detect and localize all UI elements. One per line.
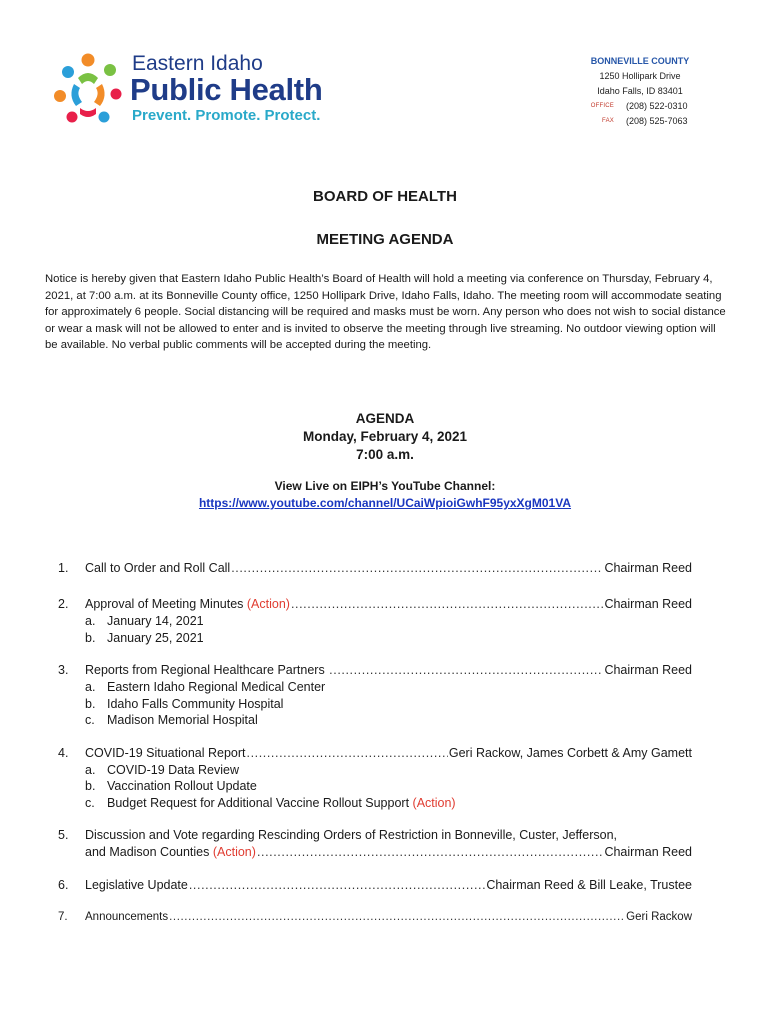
dot-leader xyxy=(231,560,603,577)
item-text: Discussion and Vote regarding Rescinding Orders of Restriction in Bonneville, Custer, Jefferson, xyxy=(85,828,617,842)
item-presenter: Chairman Reed xyxy=(604,597,692,611)
item-number: 6. xyxy=(58,878,69,892)
item-presenter: Chairman Reed & Bill Leake, Trustee xyxy=(486,878,692,892)
agenda-heading: AGENDA xyxy=(355,411,415,426)
agenda-items xyxy=(58,560,692,926)
office-label: OFFICE xyxy=(590,103,614,109)
item-number: 3. xyxy=(58,663,69,677)
item-presenter: Geri Rackow, James Corbett & Amy Gamett xyxy=(448,745,692,760)
agenda-item xyxy=(58,596,692,646)
item-text: Call to Order and Roll Call xyxy=(85,561,231,575)
sub-item xyxy=(58,630,692,647)
agenda-item xyxy=(58,877,692,894)
sub-text: Eastern Idaho Regional Medical Center xyxy=(107,680,326,694)
sub-letter: a. xyxy=(85,680,96,694)
county-name: BONNEVILLE COUNTY xyxy=(590,56,690,66)
item-text: Approval of Meeting Minutes xyxy=(85,597,247,611)
dot-leader xyxy=(257,844,604,861)
item-number: 2. xyxy=(58,597,69,611)
dot-leader xyxy=(291,596,603,613)
office-phone: (208) 522-0310 xyxy=(626,101,688,111)
item-text: COVID-19 Situational Report xyxy=(85,745,246,760)
dot-leader xyxy=(247,745,448,762)
action-tag: (Action) xyxy=(212,845,256,859)
office-phone-row xyxy=(560,99,710,114)
agenda-time: 7:00 a.m. xyxy=(356,447,414,462)
item-text-continued: and Madison Counties xyxy=(85,845,213,859)
sub-letter: a. xyxy=(85,762,96,777)
sub-item xyxy=(58,778,692,795)
sub-text: Idaho Falls Community Hospital xyxy=(107,696,284,711)
sub-text: Madison Memorial Hospital xyxy=(107,713,258,727)
agenda-header xyxy=(0,410,770,464)
sub-letter: b. xyxy=(85,779,96,793)
item-presenter: Geri Rackow xyxy=(626,911,692,923)
meeting-notice: Notice is hereby given that Eastern Idaho Public Health’s Board of Health will hold a meeting via conference on Thursday, February 4, 2021, at 7:00 a.m. at its Bonneville County office, 1250 Hollipark Drive, Idaho Falls, Idaho. The meeting room will accommodate seating for approximately 6 people. Social distancing will be required and masks must be worn. Any person who does not wish to social distance or wear a mask will not be allowed to enter and is invited to observe the meeting through live streaming. No outdoor viewing option will be available. No verbal public comments will be accepted during the meeting. xyxy=(45,273,726,352)
item-number: 5. xyxy=(58,828,69,842)
sub-text: COVID-19 Data Review xyxy=(107,762,239,777)
logo-text-eastern-idaho: Eastern Idaho xyxy=(132,52,263,75)
eiph-logo xyxy=(52,48,362,128)
fax-row xyxy=(560,114,710,129)
dot-leader xyxy=(189,877,485,894)
item-text: Reports from Regional Healthcare Partners xyxy=(85,663,329,677)
sub-letter: b. xyxy=(85,630,96,645)
street-address: 1250 Hollipark Drive xyxy=(599,71,681,81)
agenda-item xyxy=(58,909,692,926)
sub-text: January 14, 2021 xyxy=(107,614,204,628)
sub-item xyxy=(58,696,692,713)
sub-item xyxy=(58,712,692,729)
item-presenter: Chairman Reed xyxy=(604,561,692,575)
agenda-item xyxy=(58,827,692,861)
item-text: Announcements xyxy=(85,911,169,923)
sub-text: Budget Request for Additional Vaccine Rollout Support xyxy=(107,795,413,810)
sub-text: Vaccination Rollout Update xyxy=(107,779,257,793)
sub-text: January 25, 2021 xyxy=(107,630,204,645)
dot-leader xyxy=(329,662,603,679)
office-address xyxy=(560,54,710,129)
agenda-item xyxy=(58,662,692,729)
youtube-link[interactable]: https://www.youtube.com/channel/UCaiWpioiGwhF95yxXgM01VA xyxy=(198,496,572,510)
sub-letter: a. xyxy=(85,614,96,628)
agenda-item xyxy=(58,745,692,812)
item-number: 1. xyxy=(58,561,69,575)
item-number: 4. xyxy=(58,745,69,760)
item-text: Legislative Update xyxy=(85,878,188,892)
sub-item xyxy=(58,679,692,696)
sub-item xyxy=(58,613,692,630)
fax-label: FAX xyxy=(602,118,614,124)
agenda-title: MEETING AGENDA xyxy=(316,231,454,248)
agenda-date: Monday, February 4, 2021 xyxy=(302,429,468,444)
action-tag: (Action) xyxy=(412,795,456,810)
sub-item xyxy=(58,762,692,779)
item-presenter: Chairman Reed xyxy=(604,845,692,859)
item-presenter: Chairman Reed xyxy=(604,663,692,677)
sub-letter: b. xyxy=(85,696,96,711)
sub-item xyxy=(58,795,692,812)
youtube-label: View Live on EIPH’s YouTube Channel: xyxy=(274,479,496,493)
logo-text-public-health: Public Health xyxy=(130,72,323,107)
logo-tagline: Prevent. Promote. Protect. xyxy=(132,107,321,124)
city-address: Idaho Falls, ID 83401 xyxy=(597,86,683,96)
fax-phone: (208) 525-7063 xyxy=(626,116,688,126)
sub-letter: c. xyxy=(85,713,95,727)
sub-letter: c. xyxy=(85,795,95,810)
board-title: BOARD OF HEALTH xyxy=(313,188,457,205)
dot-leader xyxy=(169,909,625,926)
action-tag: (Action) xyxy=(246,597,290,611)
agenda-item xyxy=(58,560,692,577)
people-logo-icon xyxy=(52,50,124,124)
item-number: 7. xyxy=(58,911,68,923)
